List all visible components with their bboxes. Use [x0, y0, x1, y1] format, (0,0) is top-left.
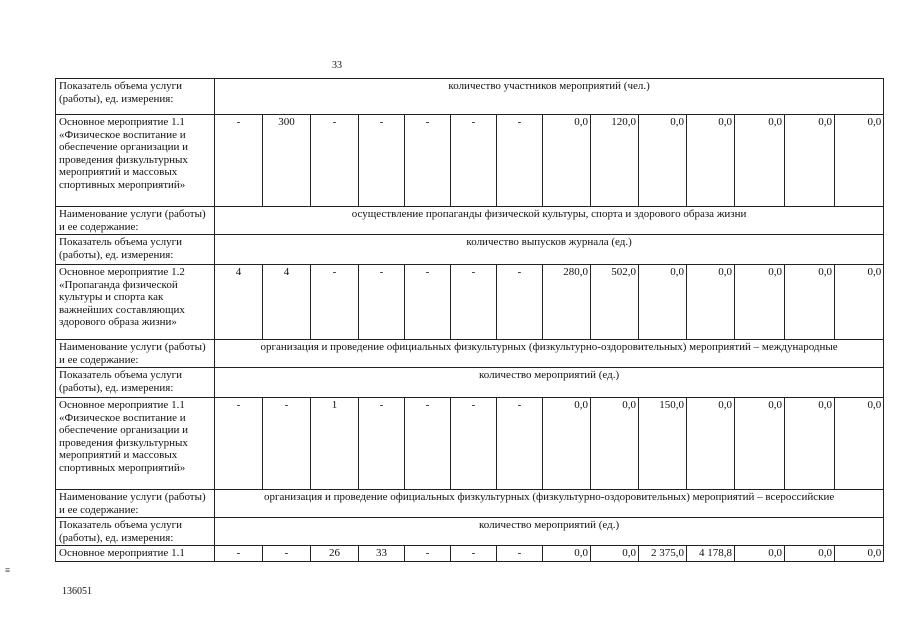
header-row [56, 207, 884, 235]
value-cell: - [405, 546, 451, 562]
value-cell: - [405, 115, 451, 207]
value-cell: 0,0 [835, 115, 884, 207]
value-cell: - [451, 115, 497, 207]
value-cell: - [311, 265, 359, 340]
value-cell: 0,0 [591, 546, 639, 562]
value-cell: 300 [263, 115, 311, 207]
table-row [56, 115, 884, 207]
footer-code: 136051 [62, 586, 92, 597]
indicator-description: организация и проведение официальных физкультурных (физкультурно-оздоровительных) мероприятий – всероссийские [215, 490, 884, 518]
value-cell: 0,0 [591, 398, 639, 490]
value-cell: 150,0 [639, 398, 687, 490]
indicator-description: количество участников мероприятий (чел.) [215, 79, 884, 115]
value-cell: 0,0 [543, 398, 591, 490]
value-cell: - [497, 398, 543, 490]
header-row [56, 235, 884, 265]
indicator-description: количество мероприятий (ед.) [215, 518, 884, 546]
value-cell: 0,0 [835, 398, 884, 490]
value-cell: - [359, 265, 405, 340]
value-cell: 1 [311, 398, 359, 490]
value-cell: - [359, 398, 405, 490]
indicator-description: осуществление пропаганды физической культуры, спорта и здорового образа жизни [215, 207, 884, 235]
value-cell: - [497, 265, 543, 340]
value-cell: 0,0 [639, 265, 687, 340]
row-label: Показатель объема услуги (работы), ед. измерения: [56, 79, 215, 115]
margin-mark: ≡ [5, 565, 11, 575]
value-cell: - [263, 546, 311, 562]
value-cell: 120,0 [591, 115, 639, 207]
table-row [56, 398, 884, 490]
value-cell: - [359, 115, 405, 207]
row-label: Показатель объема услуги (работы), ед. измерения: [56, 368, 215, 398]
value-cell: 0,0 [835, 546, 884, 562]
row-label: Показатель объема услуги (работы), ед. измерения: [56, 235, 215, 265]
value-cell: - [215, 398, 263, 490]
value-cell: 0,0 [687, 115, 735, 207]
page-number: 33 [332, 60, 342, 71]
value-cell: - [405, 265, 451, 340]
value-cell: 0,0 [735, 115, 785, 207]
value-cell: 0,0 [785, 115, 835, 207]
value-cell: 0,0 [785, 398, 835, 490]
table-row [56, 546, 884, 562]
value-cell: 0,0 [639, 115, 687, 207]
value-cell: 0,0 [543, 546, 591, 562]
indicator-description: количество выпусков журнала (ед.) [215, 235, 884, 265]
value-cell: 502,0 [591, 265, 639, 340]
value-cell: - [451, 398, 497, 490]
value-cell: 0,0 [835, 265, 884, 340]
value-cell: - [405, 398, 451, 490]
value-cell: 0,0 [543, 115, 591, 207]
value-cell: 0,0 [687, 398, 735, 490]
value-cell: 4 [215, 265, 263, 340]
value-cell: 2 375,0 [639, 546, 687, 562]
row-label: Основное мероприятие 1.1 «Физическое воспитание и обеспечение организации и проведения физкультурных мероприятий и массовых спортивных мероприятий» [56, 115, 215, 207]
value-cell: - [497, 115, 543, 207]
row-label: Показатель объема услуги (работы), ед. измерения: [56, 518, 215, 546]
value-cell: - [263, 398, 311, 490]
value-cell: 4 [263, 265, 311, 340]
value-cell: - [311, 115, 359, 207]
value-cell: - [215, 546, 263, 562]
value-cell: 0,0 [735, 546, 785, 562]
value-cell: 0,0 [735, 265, 785, 340]
row-label: Наименование услуги (работы) и ее содержание: [56, 340, 215, 368]
value-cell: - [451, 546, 497, 562]
value-cell: 26 [311, 546, 359, 562]
value-cell: 280,0 [543, 265, 591, 340]
header-row [56, 340, 884, 368]
value-cell: - [215, 115, 263, 207]
indicator-description: организация и проведение официальных физкультурных (физкультурно-оздоровительных) мероприятий – международные [215, 340, 884, 368]
value-cell: - [451, 265, 497, 340]
indicator-description: количество мероприятий (ед.) [215, 368, 884, 398]
row-label: Основное мероприятие 1.2 «Пропаганда физической культуры и спорта как важнейших составляющих здорового образа жизни» [56, 265, 215, 340]
value-cell: 0,0 [785, 265, 835, 340]
header-row [56, 368, 884, 398]
value-cell: 0,0 [735, 398, 785, 490]
value-cell: 0,0 [785, 546, 835, 562]
table-row [56, 265, 884, 340]
header-row [56, 490, 884, 518]
value-cell: 33 [359, 546, 405, 562]
header-row [56, 79, 884, 115]
header-row [56, 518, 884, 546]
value-cell: 4 178,8 [687, 546, 735, 562]
row-label: Основное мероприятие 1.1 [56, 546, 215, 562]
row-label: Наименование услуги (работы) и ее содержание: [56, 207, 215, 235]
data-table [55, 78, 884, 562]
value-cell: 0,0 [687, 265, 735, 340]
value-cell: - [497, 546, 543, 562]
row-label: Основное мероприятие 1.1 «Физическое воспитание и обеспечение организации и проведения физкультурных мероприятий и массовых спортивных мероприятий» [56, 398, 215, 490]
row-label: Наименование услуги (работы) и ее содержание: [56, 490, 215, 518]
